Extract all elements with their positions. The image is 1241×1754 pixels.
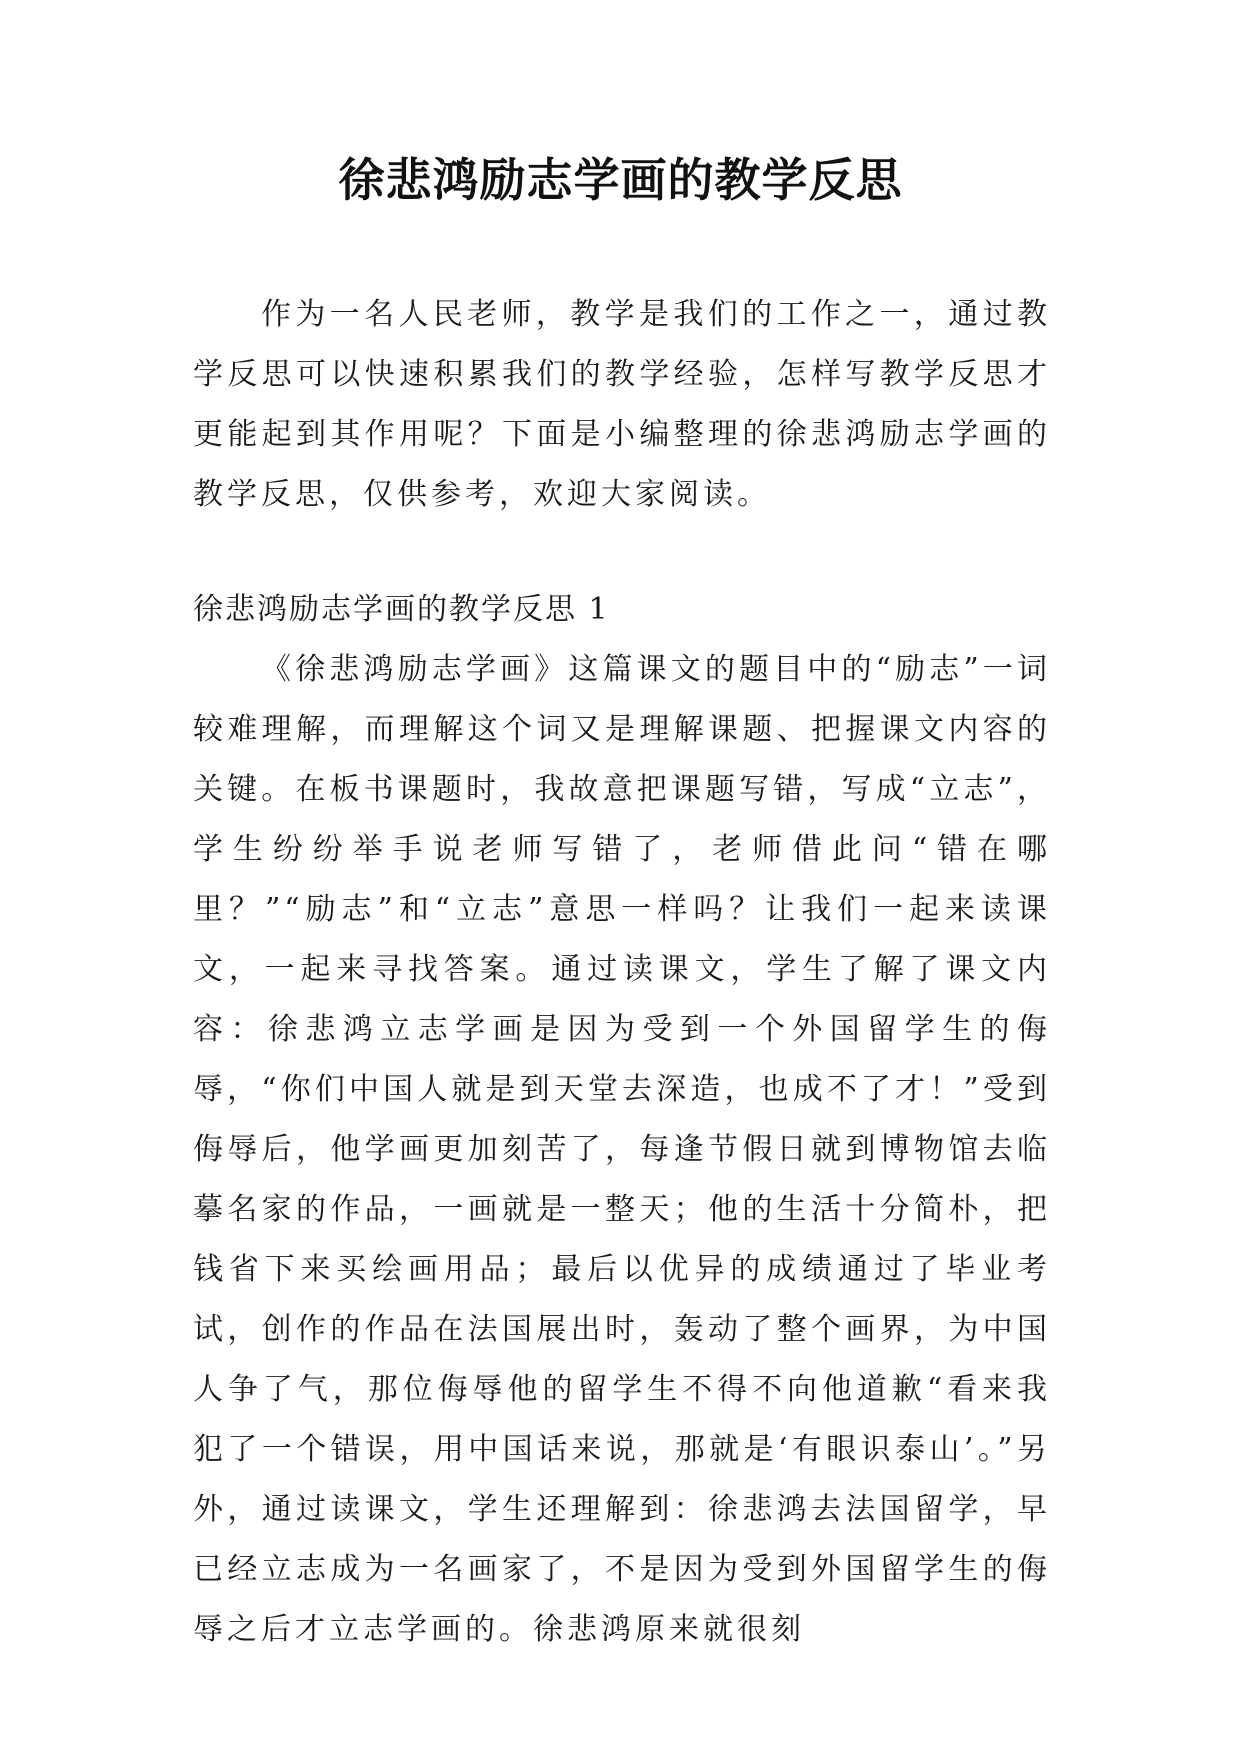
document-title: 徐悲鸿励志学画的教学反思 xyxy=(338,153,903,207)
section-body-block xyxy=(193,640,1051,1660)
section-heading: 徐悲鸿励志学画的教学反思 1 xyxy=(193,592,610,627)
intro-paragraph: 作为一名人民老师，教学是我们的工作之一，通过教学反思可以快速积累我们的教学经验，怎样写教学反思才更能起到其作用呢？下面是小编整理的徐悲鸿励志学画的教学反思，仅供参考，欢迎大家阅读。 xyxy=(193,297,1051,512)
section-paragraph: 《徐悲鸿励志学画》这篇课文的题目中的“励志”一词较难理解，而理解这个词又是理解课题、把握课文内容的关键。在板书课题时，我故意把课题写错，写成“立志”，学生纷纷举手说老师写错了，老师借此问“错在哪里？”“励志”和“立志”意思一样吗？让我们一起来读课文，一起来寻找答案。通过读课文，学生了解了课文内容：徐悲鸿立志学画是因为受到一个外国留学生的侮辱，“你们中国人就是到天堂去深造，也成不了才！”受到侮辱后，他学画更加刻苦了，每逢节假日就到博物馆去临摹名家的作品，一画就是一整天；他的生活十分简朴，把钱省下来买绘画用品；最后以优异的成绩通过了毕业考试，创作的作品在法国展出时，轰动了整个画界，为中国人争了气，那位侮辱他的留学生不得不向他道歉“看来我犯了一个错误，用中国话来说，那就是‘有眼识泰山’。”另外，通过读课文，学生还理解到：徐悲鸿去法国留学，早已经立志成为一名画家了，不是因为受到外国留学生的侮辱之后才立志学画的。徐悲鸿原来就很刻 xyxy=(193,652,1051,1647)
intro-block xyxy=(193,285,1051,525)
